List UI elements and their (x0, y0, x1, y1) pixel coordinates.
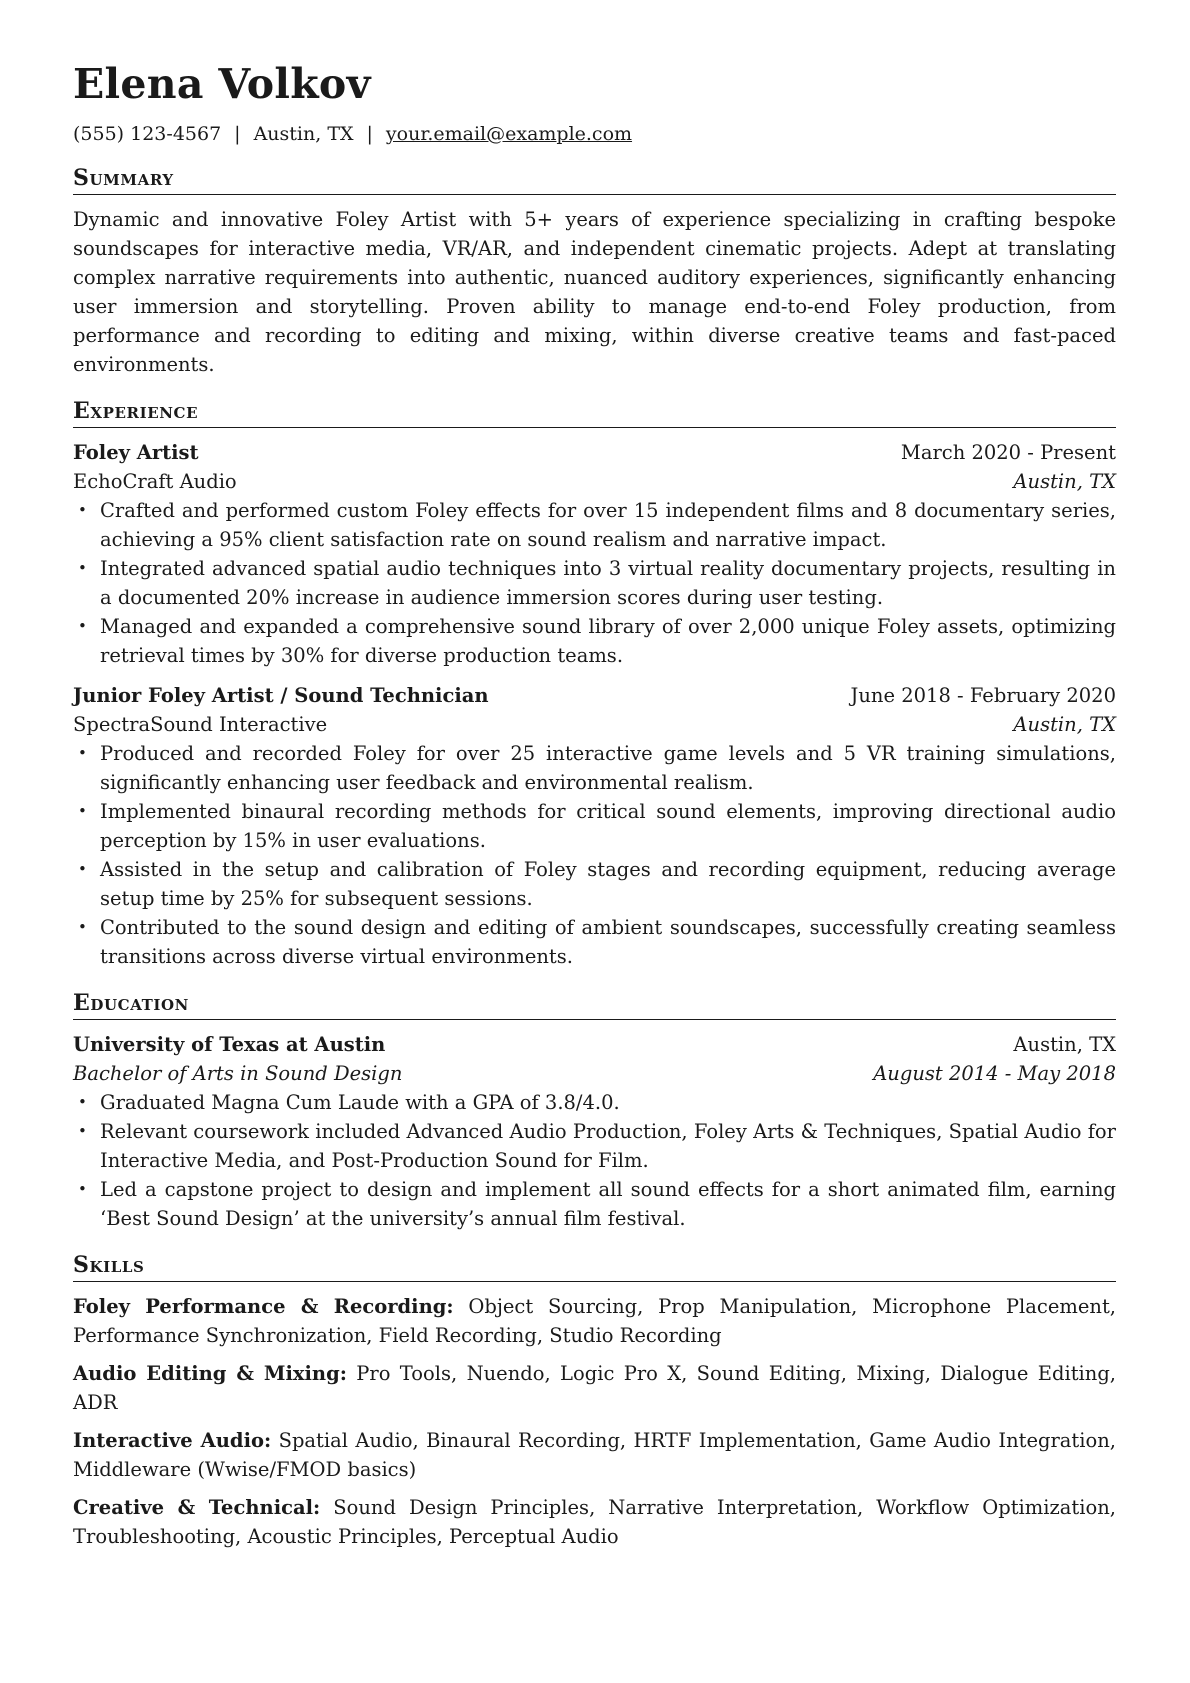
skill-label: Audio Editing & Mixing: (73, 1362, 347, 1385)
list-item: • Relevant coursework included Advanced Audio Production, Foley Arts & Techniques, Spatial Audio for Interactive Media, and Post-Production Sound for Film. (73, 1117, 1116, 1175)
list-item: • Graduated Magna Cum Laude with a GPA of 3.8/4.0. (73, 1088, 1116, 1117)
list-item: • Produced and recorded Foley for over 25 interactive game levels and 5 VR training simulations, significantly enhancing user feedback and environmental realism. (73, 739, 1116, 797)
email-link[interactable]: your.email@example.com (385, 123, 633, 145)
list-item: • Led a capstone project to design and implement all sound effects for a short animated film, earning ‘Best Sound Design’ at the university’s annual film festival. (73, 1175, 1116, 1233)
bullet-icon: • (78, 802, 87, 820)
job-entry (73, 681, 1116, 971)
bullet-icon: • (78, 1122, 87, 1140)
education-bullets (73, 1088, 1116, 1233)
list-item: • Contributed to the sound design and editing of ambient soundscapes, successfully creating seamless transitions across diverse virtual environments. (73, 913, 1116, 971)
contact-line (73, 120, 1116, 148)
separator: | (234, 123, 241, 145)
section-title-experience: Experience (73, 397, 1116, 428)
job-location: Austin, TX (1013, 470, 1116, 493)
school-name: University of Texas at Austin (73, 1033, 386, 1056)
summary-text: Dynamic and innovative Foley Artist with 5+ years of experience specializing in crafting bespoke soundscapes for interactive media, VR/AR, and independent cinematic projects. Adept at translating complex narrative requirements into authentic, nuanced auditory experiences, significantly enhancing user immersion and storytelling. Proven ability to manage end-to-end Foley production, from performance and recording to editing and mixing, within diverse creative teams and fast-paced environments. (73, 208, 1116, 376)
separator: | (366, 123, 373, 145)
skill-text: Pro Tools, Nuendo, Logic Pro X, Sound Editing, Mixing, Dialogue Editing, ADR (73, 1362, 1117, 1414)
education-section (73, 989, 1116, 1233)
job-location: Austin, TX (1013, 713, 1116, 736)
job-entry (73, 438, 1116, 670)
skill-label: Creative & Technical: (73, 1496, 321, 1519)
experience-section (73, 397, 1116, 971)
skill-text: Spatial Audio, Binaural Recording, HRTF Implementation, Game Audio Integration, Middleware (Wwise/FMOD basics) (73, 1429, 1117, 1481)
phone: (555) 123-4567 (73, 123, 222, 145)
candidate-name: Elena Volkov (73, 60, 371, 108)
skill-group (73, 1493, 1116, 1551)
section-title-education: Education (73, 989, 1116, 1020)
education-dates: August 2014 - May 2018 (873, 1062, 1116, 1085)
skill-label: Foley Performance & Recording: (73, 1295, 454, 1318)
list-item: • Implemented binaural recording methods for critical sound elements, improving directional audio perception by 15% in user evaluations. (73, 797, 1116, 855)
job-bullets (73, 739, 1116, 971)
bullet-icon: • (78, 918, 87, 936)
location: Austin, TX (253, 123, 354, 145)
job-role: Foley Artist (73, 441, 199, 464)
bullet-icon: • (78, 1180, 87, 1198)
job-company: SpectraSound Interactive (73, 713, 328, 736)
skill-label: Interactive Audio: (73, 1429, 272, 1452)
skill-group (73, 1426, 1116, 1484)
skills-section (73, 1251, 1116, 1551)
skill-text: Sound Design Principles, Narrative Interpretation, Workflow Optimization, Troubleshooting, Acoustic Principles, Perceptual Audio (73, 1496, 1116, 1548)
job-company: EchoCraft Audio (73, 470, 237, 493)
list-item: • Integrated advanced spatial audio techniques into 3 virtual reality documentary projects, resulting in a documented 20% increase in audience immersion scores during user testing. (73, 554, 1116, 612)
list-item: • Managed and expanded a comprehensive sound library of over 2,000 unique Foley assets, optimizing retrieval times by 30% for diverse production teams. (73, 612, 1116, 670)
job-dates: March 2020 - Present (900, 441, 1116, 464)
list-item: • Crafted and performed custom Foley effects for over 15 independent films and 8 documentary series, achieving a 95% client satisfaction rate on sound realism and narrative impact. (73, 496, 1116, 554)
bullet-icon: • (78, 617, 87, 635)
bullet-icon: • (78, 860, 87, 878)
skill-group (73, 1292, 1116, 1350)
job-bullets (73, 496, 1116, 670)
degree: Bachelor of Arts in Sound Design (73, 1062, 403, 1085)
school-location: Austin, TX (1013, 1033, 1116, 1056)
summary-section (73, 164, 1116, 379)
job-dates: June 2018 - February 2020 (850, 684, 1116, 707)
bullet-icon: • (78, 1093, 87, 1111)
section-title-skills: Skills (73, 1251, 1116, 1282)
list-item: • Assisted in the setup and calibration of Foley stages and recording equipment, reducing average setup time by 25% for subsequent sessions. (73, 855, 1116, 913)
bullet-icon: • (78, 559, 87, 577)
skill-group (73, 1359, 1116, 1417)
section-title-summary: Summary (73, 164, 1116, 195)
job-role: Junior Foley Artist / Sound Technician (73, 684, 489, 707)
bullet-icon: • (78, 744, 87, 762)
skill-text: Object Sourcing, Prop Manipulation, Microphone Placement, Performance Synchronization, Field Recording, Studio Recording (73, 1295, 1117, 1347)
bullet-icon: • (78, 501, 87, 519)
